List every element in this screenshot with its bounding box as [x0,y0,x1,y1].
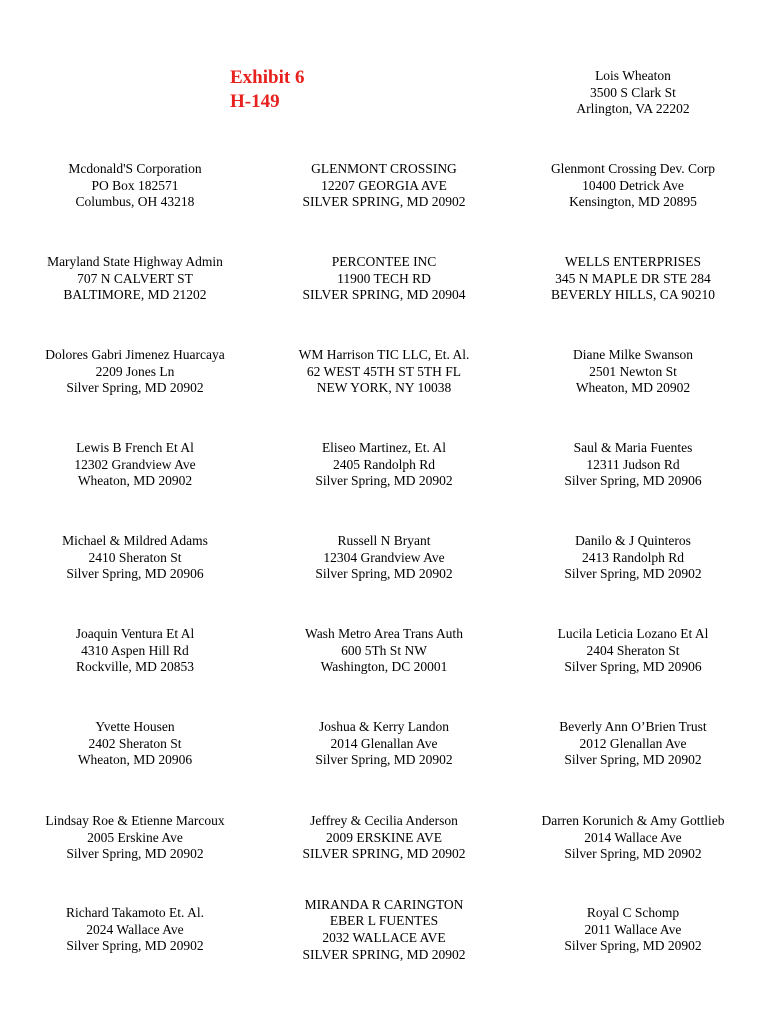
addressee-name: Dolores Gabri Jimenez Huarcaya [45,347,225,363]
address-label [259,719,509,769]
address-label [10,347,260,397]
address-line: 12304 Grandview Ave [323,549,445,565]
address-label [10,719,260,769]
address-line: Washington, DC 20001 [320,659,448,675]
addressee-name: Saul & Maria Fuentes [573,440,693,456]
exhibit-stamp [230,66,304,114]
address-label [259,897,509,963]
address-line: 2405 Randolph Rd [332,456,435,472]
addressee-name: PERCONTEE INC [331,254,437,270]
address-label [508,161,758,211]
addressee-name: Lindsay Roe & Etienne Marcoux [45,813,225,829]
address-line: Arlington, VA 22202 [576,101,690,117]
address-line: 3500 S Clark St [590,84,676,100]
address-line: 2005 Erskine Ave [87,829,183,845]
address-label [508,719,758,769]
addressee-name: Joshua & Kerry Landon [318,719,450,735]
address-label [259,626,509,676]
address-line: Silver Spring, MD 20902 [564,938,702,954]
address-label [10,440,260,490]
address-line: 2024 Wallace Ave [86,921,184,937]
address-line: Silver Spring, MD 20902 [564,846,702,862]
addressee-name: Lewis B French Et Al [76,440,194,456]
addressee-name: GLENMONT CROSSING [311,161,457,177]
address-label [508,626,758,676]
address-line: SILVER SPRING, MD 20902 [302,946,466,962]
address-line: 2011 Wallace Ave [584,921,682,937]
address-line: Kensington, MD 20895 [569,194,697,210]
address-label [10,626,260,676]
address-line: Wheaton, MD 20902 [575,380,691,396]
address-line: 2501 Newton St [589,363,677,379]
address-label [10,905,260,955]
address-line: Silver Spring, MD 20902 [564,566,702,582]
addressee-name: Lois Wheaton [595,68,671,84]
addressee-name: Darren Korunich & Amy Gottlieb [541,813,725,829]
address-line: 2402 Sheraton St [88,735,182,751]
address-label [508,68,758,118]
address-line: 2012 Glenallan Ave [579,735,687,751]
address-line: 2410 Sheraton St [88,549,182,565]
address-line: 345 N MAPLE DR STE 284 [555,270,711,286]
addressee-name: WELLS ENTERPRISES [564,254,702,270]
addressee-name: Glenmont Crossing Dev. Corp [550,161,716,177]
addressee-name: MIRANDA R CARINGTON [304,896,464,912]
addressee-name: Yvette Housen [95,719,175,735]
address-label [508,905,758,955]
address-line: Silver Spring, MD 20902 [315,566,453,582]
addressee-name: Royal C Schomp [586,905,680,921]
address-label [259,254,509,304]
addressee-name: Richard Takamoto Et. Al. [66,905,204,921]
address-line: 2014 Glenallan Ave [330,735,438,751]
address-line: 12207 GEORGIA AVE [321,177,447,193]
address-line: 2404 Sheraton St [586,642,680,658]
address-label [508,813,758,863]
address-line: Columbus, OH 43218 [75,194,195,210]
address-line: Rockville, MD 20853 [75,659,195,675]
addressee-name: Russell N Bryant [337,533,431,549]
addressee-name: Michael & Mildred Adams [62,533,208,549]
address-line: SILVER SPRING, MD 20904 [302,287,466,303]
address-label [259,813,509,863]
addressee-name: Maryland State Highway Admin [47,254,223,270]
addressee-name: Danilo & J Quinteros [575,533,691,549]
exhibit-code: H-149 [230,91,280,112]
address-line: Silver Spring, MD 20906 [564,659,702,675]
address-line: 2014 Wallace Ave [584,829,682,845]
address-line: 11900 TECH RD [337,270,431,286]
addressee-name: Wash Metro Area Trans Auth [305,626,463,642]
address-line: Silver Spring, MD 20906 [66,566,204,582]
address-label [508,254,758,304]
address-line: 12311 Judson Rd [586,456,680,472]
address-label [10,813,260,863]
address-line: NEW YORK, NY 10038 [316,380,452,396]
address-line: 12302 Grandview Ave [74,456,196,472]
address-line: Wheaton, MD 20906 [77,752,193,768]
addressee-name: Eliseo Martinez, Et. Al [321,440,447,456]
address-label [259,347,509,397]
address-line: SILVER SPRING, MD 20902 [302,846,466,862]
address-line: 2209 Jones Ln [95,363,175,379]
address-line: Silver Spring, MD 20902 [315,752,453,768]
address-label [10,254,260,304]
address-line: Silver Spring, MD 20906 [564,473,702,489]
addressee-name: Beverly Ann O’Brien Trust [559,719,707,735]
address-line: 62 WEST 45TH ST 5TH FL [306,363,462,379]
addressee-name: Lucila Leticia Lozano Et Al [557,626,709,642]
address-line: 10400 Detrick Ave [582,177,684,193]
address-line: 2032 WALLACE AVE [322,929,446,945]
addressee-name: WM Harrison TIC LLC, Et. Al. [298,347,470,363]
address-label [508,440,758,490]
addressee-name: Joaquin Ventura Et Al [75,626,195,642]
address-label [10,161,260,211]
address-line: Silver Spring, MD 20902 [564,752,702,768]
address-label [508,533,758,583]
address-line: Wheaton, MD 20902 [77,473,193,489]
address-line: 600 5Th St NW [341,642,427,658]
address-line: 707 N CALVERT ST [77,270,193,286]
exhibit-title: Exhibit 6 [230,67,305,88]
address-line: Silver Spring, MD 20902 [66,846,204,862]
address-line: Silver Spring, MD 20902 [66,380,204,396]
address-line: 4310 Aspen Hill Rd [81,642,189,658]
address-line: 2413 Randolph Rd [581,549,684,565]
address-label [508,347,758,397]
addressee-name: Jeffrey & Cecilia Anderson [310,813,458,829]
addressee-name: Mcdonald'S Corporation [68,161,202,177]
address-line: SILVER SPRING, MD 20902 [302,194,466,210]
address-line: EBER L FUENTES [329,913,439,929]
address-line: BALTIMORE, MD 21202 [63,287,207,303]
address-line: BEVERLY HILLS, CA 90210 [551,287,715,303]
address-label [259,533,509,583]
address-line: Silver Spring, MD 20902 [315,473,453,489]
address-line: 2009 ERSKINE AVE [325,829,442,845]
address-label [259,161,509,211]
address-line: PO Box 182571 [91,177,179,193]
address-label [10,533,260,583]
addressee-name: Diane Milke Swanson [573,347,693,363]
address-line: Silver Spring, MD 20902 [66,938,204,954]
address-label [259,440,509,490]
